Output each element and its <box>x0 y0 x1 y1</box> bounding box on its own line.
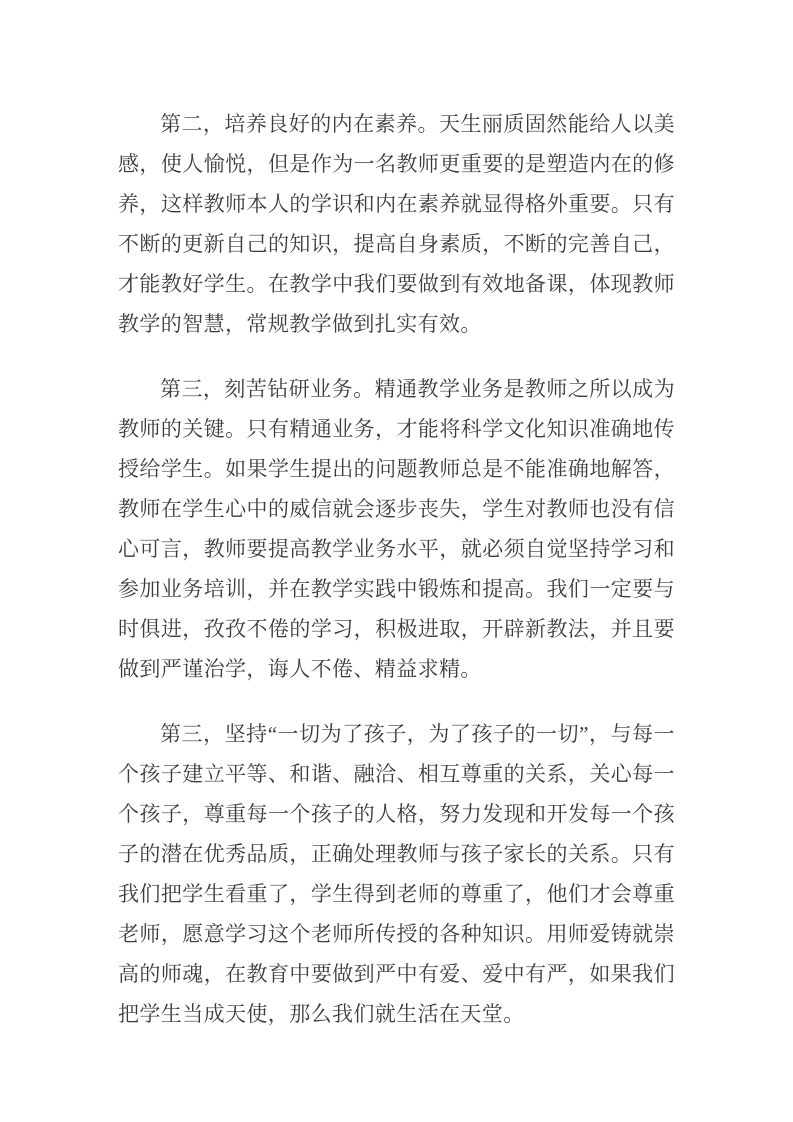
paragraph-all-for-children: 第三，坚持“一切为了孩子，为了孩子的一切”，与每一个孩子建立平等、和谐、融洽、相互尊重的关系，关心每一个孩子，尊重每一个孩子的人格，努力发现和开发每一个孩子的潜在优秀品质，正确处理教师与孩子家长的关系。只有我们把学生看重了，学生得到老师的尊重了，他们才会尊重老师，愿意学习这个老师所传授的各种知识。用师爱铸就崇高的师魂，在教育中要做到严中有爱、爱中有严，如果我们把学生当成天使，那么我们就生活在天堂。 <box>118 722 675 1026</box>
paragraph-inner-quality: 第二，培养良好的内在素养。天生丽质固然能给人以美感，使人愉悦，但是作为一名教师更重要的是塑造内在的修养，这样教师本人的学识和内在素养就显得格外重要。只有不断的更新自己的知识，提高自身素质，不断的完善自己，才能教好学生。在教学中我们要做到有效地备课，体现教师教学的智慧，常规教学做到扎实有效。 <box>118 112 675 336</box>
document-body <box>118 104 675 1034</box>
paragraph-study-skills: 第三，刻苦钻研业务。精通教学业务是教师之所以成为教师的关键。只有精通业务，才能将科学文化知识准确地传授给学生。如果学生提出的问题教师总是不能准确地解答，教师在学生心中的威信就会逐步丧失，学生对教师也没有信心可言，教师要提高教学业务水平，就必须自觉坚持学习和参加业务培训，并在教学实践中锻炼和提高。我们一定要与时俱进，孜孜不倦的学习，积极进取，开辟新教法，并且要做到严谨治学，诲人不倦、精益求精。 <box>118 377 675 681</box>
